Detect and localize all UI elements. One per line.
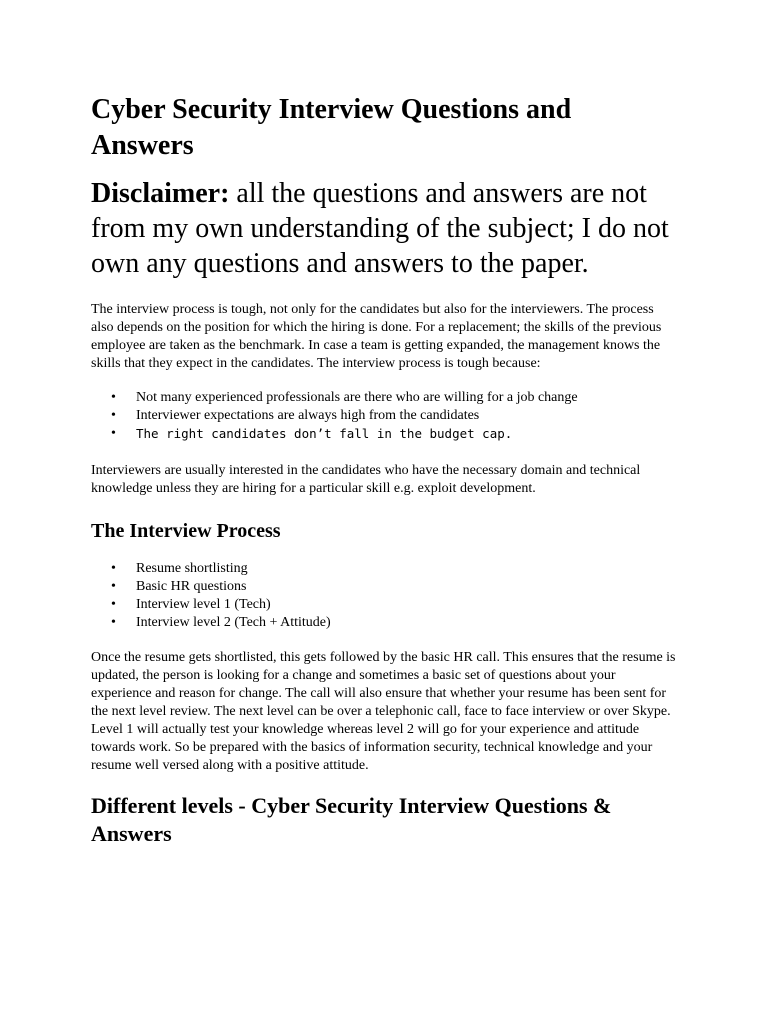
list-item xyxy=(91,407,678,425)
list-item-text: The right candidates don’t fall in the budget cap. xyxy=(136,426,513,441)
bullet-icon: • xyxy=(111,579,116,594)
list-item-text: Not many experienced professionals are there who are willing for a job change xyxy=(136,390,578,405)
process-steps-list xyxy=(91,560,678,632)
page-title: Cyber Security Interview Questions and Answers xyxy=(91,94,572,161)
list-item xyxy=(91,425,678,444)
bullet-icon: • xyxy=(111,597,116,612)
list-item-text: Interview level 2 (Tech + Attitude) xyxy=(136,615,331,630)
list-item xyxy=(91,596,678,614)
list-item-text: Basic HR questions xyxy=(136,579,247,594)
intro-paragraph: The interview process is tough, not only for the candidates but also for the interviewers. The process also depends on the position for which the hiring is done. For a replacement; the skills of the previous employee are taken as the benchmark. In case a team is getting expanded, the management knows the skills that they expect in the candidates. The interview process is tough because: xyxy=(91,302,662,371)
disclaimer-label: Disclaimer: xyxy=(91,178,230,209)
list-item xyxy=(91,578,678,596)
reasons-list xyxy=(91,389,678,444)
bullet-icon: • xyxy=(111,426,116,441)
bullet-icon: • xyxy=(111,561,116,576)
list-item-text: Interviewer expectations are always high from the candidates xyxy=(136,408,480,423)
process-paragraph: Once the resume gets shortlisted, this gets followed by the basic HR call. This ensures that the resume is updated, the person is looking for a change and sometimes a basic set of questions about your experience and reason for change. The call will also ensure that whether your resume has been sent for the next level review. The next level can be over a telephonic call, face to face interview or over Skype. Level 1 will actually test your knowledge whereas level 2 will go for your experience and attitude towards work. So be prepared with the basics of information security, technical knowledge and your resume well versed along with a positive attitude. xyxy=(91,650,676,773)
levels-heading: Different levels - Cyber Security Interview Questions & Answers xyxy=(91,793,612,846)
bullet-icon: • xyxy=(111,615,116,630)
list-item xyxy=(91,614,678,632)
disclaimer xyxy=(91,176,678,281)
bullet-icon: • xyxy=(111,390,116,405)
interviewers-paragraph: Interviewers are usually interested in the candidates who have the necessary domain and technical knowledge unless they are hiring for a particular skill e.g. exploit development. xyxy=(91,463,641,496)
bullet-icon: • xyxy=(111,408,116,423)
list-item xyxy=(91,389,678,407)
list-item-text: Interview level 1 (Tech) xyxy=(136,597,271,612)
disclaimer-text: all the questions and answers are not from my own understanding of the subject; I do not own any questions and answers to the paper. xyxy=(91,178,669,279)
list-item-text: Resume shortlisting xyxy=(136,561,248,576)
process-heading: The Interview Process xyxy=(91,520,281,542)
list-item xyxy=(91,560,678,578)
